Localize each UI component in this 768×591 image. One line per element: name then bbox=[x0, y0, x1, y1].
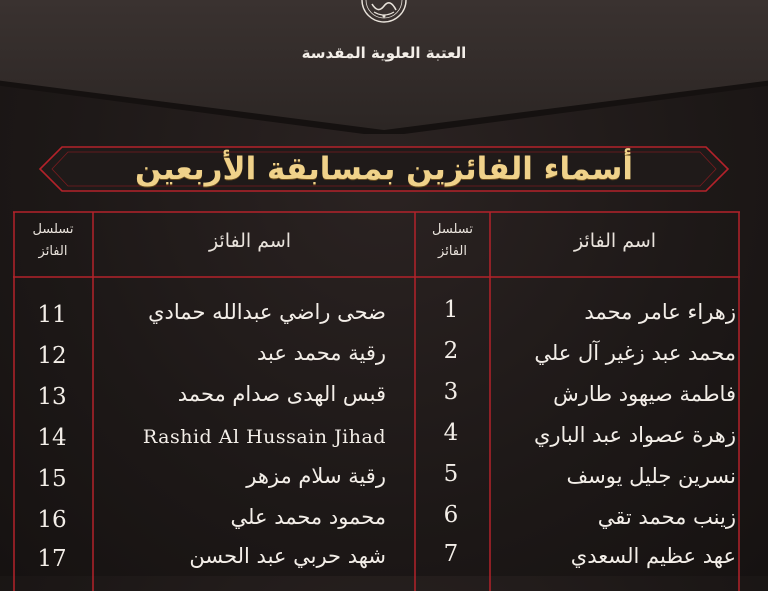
right-seq-3: 3 bbox=[443, 379, 459, 405]
page-title: أسماء الفائزين بمسابقة الأربعين bbox=[134, 151, 634, 187]
shrine-seal-logo-icon bbox=[344, 0, 424, 32]
right-name-4: زهرة عصواد عبد الباري bbox=[533, 423, 736, 447]
left-seq-13: 13 bbox=[37, 384, 67, 410]
right-seq-1: 1 bbox=[443, 297, 459, 323]
header-seq-right-line2: الفائز bbox=[438, 244, 467, 259]
right-seq-5: 5 bbox=[443, 461, 459, 487]
right-name-6: زينب محمد تقي bbox=[597, 505, 736, 529]
right-name-7: عهد عظيم السعدي bbox=[570, 544, 736, 568]
left-seq-14: 14 bbox=[37, 425, 67, 451]
right-name-5: نسرين جليل يوسف bbox=[566, 464, 736, 488]
left-seq-12: 12 bbox=[37, 343, 67, 369]
left-name-16: محمود محمد علي bbox=[230, 505, 386, 529]
left-name-15: رقية سلام مزهر bbox=[246, 464, 386, 488]
winners-table-grid bbox=[13, 211, 740, 591]
left-seq-15: 15 bbox=[37, 466, 67, 492]
header-seq-right-line1: تسلسل bbox=[432, 222, 473, 237]
right-seq-4: 4 bbox=[443, 420, 459, 446]
right-name-3: فاطمة صيهود طارش bbox=[553, 382, 736, 406]
left-name-17: شهد حربي عبد الحسن bbox=[189, 544, 386, 568]
right-seq-2: 2 bbox=[443, 338, 459, 364]
left-name-13: قبس الهدى صدام محمد bbox=[177, 382, 386, 406]
right-name-1: زهراء عامر محمد bbox=[584, 300, 736, 324]
left-name-12: رقية محمد عبد bbox=[257, 341, 386, 365]
left-name-14: Rashid Al Hussain Jihad bbox=[142, 426, 386, 448]
left-seq-16: 16 bbox=[37, 507, 67, 533]
header-seq-left-line2: الفائز bbox=[38, 244, 68, 259]
header-name-left: اسم الفائز bbox=[208, 230, 292, 252]
organization-name: العتبة العلوية المقدسة bbox=[301, 44, 467, 62]
right-seq-7: 7 bbox=[443, 541, 459, 567]
left-name-11: ضحى راضي عبدالله حمادي bbox=[148, 300, 386, 324]
right-name-2: محمد عبد زغير آل علي bbox=[534, 341, 736, 365]
header-seq-left-line1: تسلسل bbox=[32, 222, 74, 237]
header-name-right: اسم الفائز bbox=[573, 230, 657, 252]
left-seq-17: 17 bbox=[37, 546, 67, 572]
right-seq-6: 6 bbox=[443, 502, 459, 528]
left-seq-11: 11 bbox=[37, 302, 67, 328]
